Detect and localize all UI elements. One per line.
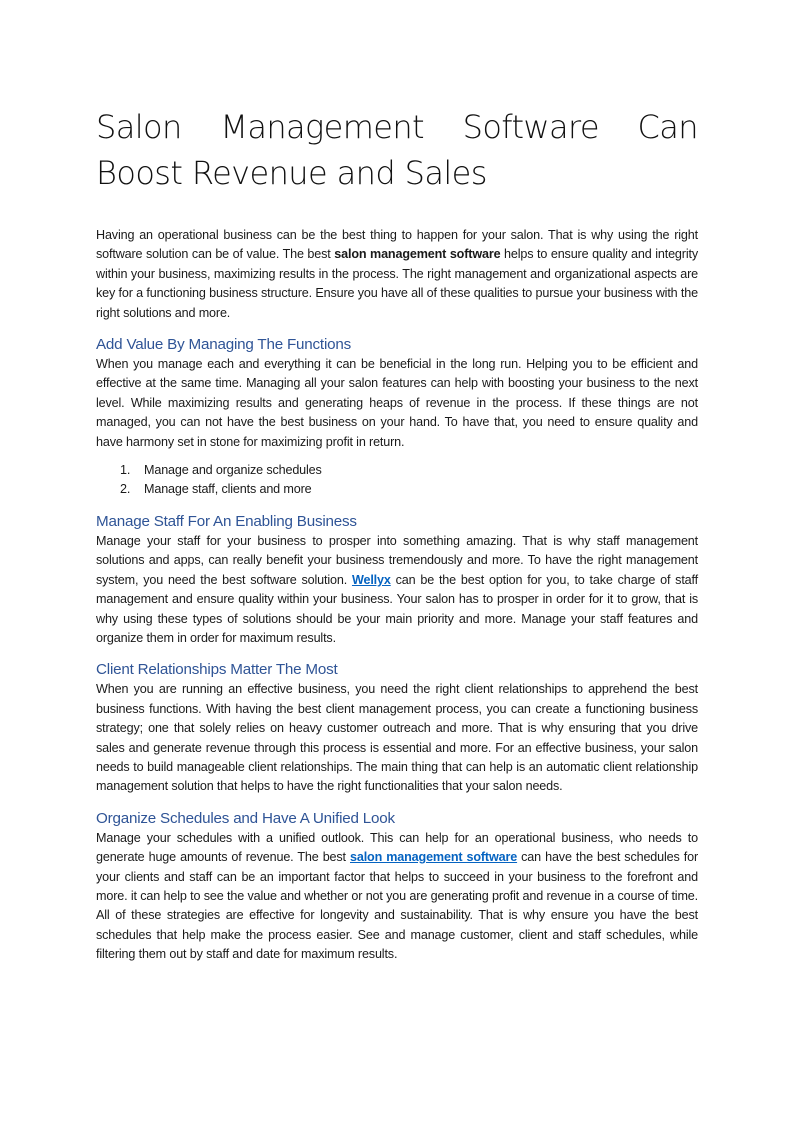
section-body-client-relationships: When you are running an effective business, you need the right client relationships to apprehend the best business functions. With having the best client management process, you can create a functioning business strategy; one that solely relies on heavy customer outreach and more. That is why ensuring that you drive sales and generate revenue through this process is essential and more. For an effective business, your salon needs to build manageable client relationships. The main thing that can help is an automatic client relationship management solution that helps to have the right functionalities that your salon needs. [96, 682, 698, 794]
list-item-number: 2. [120, 482, 131, 497]
section-body-manage-staff [96, 532, 698, 648]
document-title: Salon Management Software Can Boost Revenue and Sales [96, 108, 698, 192]
organize-schedules-text-after: can have the best schedules for your clients and staff can be an important factor that helps to succeed in your business to the forefront and more. it can help to see the value and whether or not you are generating profit and revenue in a course of time. All of these strategies are effective for longevity and sustainability. That is why ensure you have the best schedules that help make the process easier. See and manage customer, client and staff schedules, while filtering them out by staff and date for maximum results. [96, 850, 698, 962]
document-page [96, 96, 698, 965]
section-heading-client-relationships: Client Relationships Matter The Most [96, 661, 338, 679]
list-item-number: 1. [120, 463, 131, 478]
wellyx-link[interactable]: Wellyx [351, 572, 391, 587]
intro-bold-keyword: salon management software [334, 247, 501, 262]
section-body-add-value: When you manage each and everything it can be beneficial in the long run. Helping you to be efficient and effective at the same time. Managing all your salon features can help with boosting your business to the next level. While maximizing results and generating heaps of revenue in the process. If these things are not managed, you can not have the best business on your hand. To have that, you need to ensure quality and have harmony set in stone for maximizing profit in return. [96, 357, 698, 449]
numbered-list [96, 461, 698, 500]
manage-staff-text-before: Manage your staff for your business to prosper into something amazing. That is why staff management solutions and apps, can really benefit your business tremendously and more. To have the right management system, you need the best software solution. [96, 533, 698, 587]
intro-paragraph [96, 226, 698, 323]
list-item [96, 480, 698, 499]
list-item-text: Manage and organize schedules [144, 463, 322, 478]
section-heading-organize-schedules: Organize Schedules and Have A Unified Look [96, 809, 395, 827]
salon-management-software-link[interactable]: salon management software [350, 850, 518, 865]
manage-staff-text-after: can be the best option for you, to take charge of staff management and ensure quality within your business. Your salon has to prosper in order for it to grow, that is why using these types of solutions should be your main priority and more. Manage your staff features and organize them in order for maximum results. [96, 572, 698, 645]
list-item [96, 461, 698, 480]
section-heading-add-value: Add Value By Managing The Functions [96, 336, 352, 354]
list-item-text: Manage staff, clients and more [144, 482, 312, 497]
organize-schedules-text-before: Manage your schedules with a unified outlook. This can help for an operational business, who needs to generate huge amounts of revenue. The best [96, 830, 698, 865]
intro-text-before: Having an operational business can be the best thing to happen for your salon. That is why using the right software solution can be of value. The best [96, 228, 698, 262]
section-body-organize-schedules [96, 829, 698, 965]
intro-text-after: helps to ensure quality and integrity within your business, maximizing results in the process. The right management and organizational aspects are key for a functioning business structure. Ensure you have all of these qualities to pursue your business with the right solutions and more. [96, 247, 698, 320]
section-heading-manage-staff: Manage Staff For An Enabling Business [96, 512, 357, 530]
